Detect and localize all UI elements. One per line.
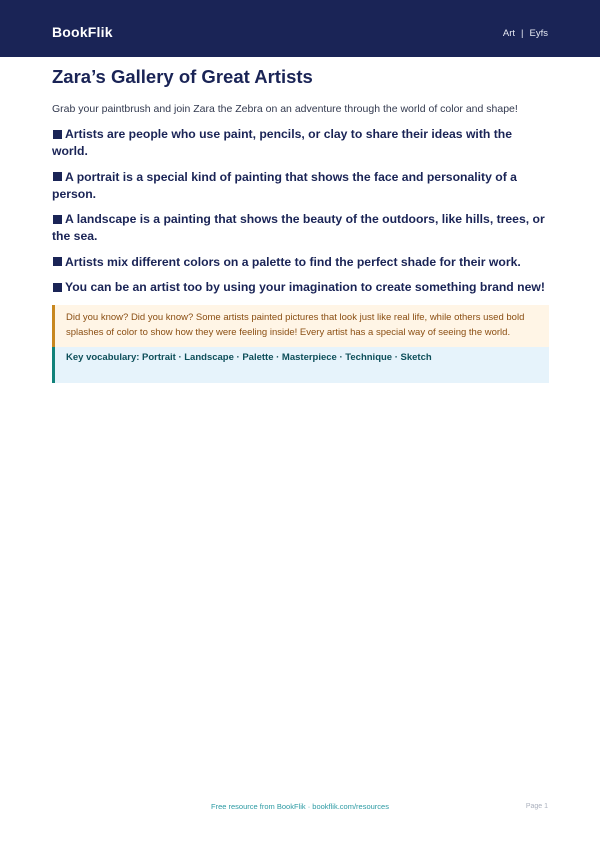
square-bullet-icon: [53, 257, 62, 266]
square-bullet-icon: [53, 215, 62, 224]
square-bullet-icon: [53, 172, 62, 181]
footer-credit[interactable]: Free resource from BookFlik · bookflik.com/resources: [211, 802, 389, 811]
key-point: [52, 279, 549, 296]
square-bullet-icon: [53, 283, 62, 292]
site-header: [0, 0, 600, 57]
page-title: Zara’s Gallery of Great Artists: [52, 66, 313, 87]
key-point-text: A portrait is a special kind of painting that shows the face and personality of a person.: [52, 169, 517, 201]
breadcrumb: [503, 28, 548, 39]
key-point-text: You can be an artist too by using your imagination to create something brand new!: [65, 280, 545, 294]
main-content: [52, 66, 549, 383]
key-point: [52, 211, 549, 245]
page-number: Page 1: [525, 803, 548, 810]
square-bullet-icon: [53, 130, 62, 139]
breadcrumb-level[interactable]: Eyfs: [529, 28, 548, 39]
breadcrumb-subject[interactable]: Art: [502, 28, 516, 39]
key-point-text: A landscape is a painting that shows the beauty of the outdoors, like hills, trees, or the sea.: [52, 212, 545, 243]
intro-paragraph: Grab your paintbrush and join Zara the Zebra on an adventure through the world of color and shape!: [52, 103, 518, 115]
key-vocabulary-box: Key vocabulary: Portrait · Landscape · Palette · Masterpiece · Technique · Sketch: [52, 347, 549, 383]
key-points-list: [52, 126, 549, 296]
key-point: [52, 126, 549, 160]
brand-logo[interactable]: BookFlik: [52, 24, 113, 40]
key-point-text: Artists are people who use paint, pencils, or clay to share their ideas with the world.: [52, 127, 512, 158]
breadcrumb-separator: |: [521, 28, 524, 39]
key-point-text: Artists mix different colors on a palette to find the perfect shade for their work.: [65, 254, 521, 269]
did-you-know-callout: Did you know? Did you know? Some artists painted pictures that look just like real life, while others used bold splashes of color to show how they were feeling inside! Every artist has a special way of seeing the world.: [52, 305, 549, 347]
key-point: [52, 169, 549, 203]
key-point: [52, 254, 549, 271]
